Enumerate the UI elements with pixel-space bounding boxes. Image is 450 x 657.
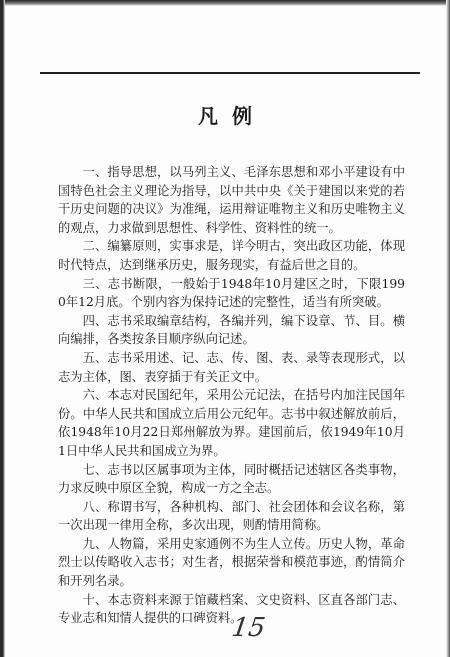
paragraph-8: 八、称谓书写，各种机构、部门、社会团体和会议名称，第一次出现一律用全称，多次出现，则酌情用简称。 bbox=[58, 499, 405, 533]
paragraph-2: 二、编纂原则，实事求是，详今明古，突出政区功能，体现时代特点，达到继承历史，服务现实，有益后世之目的。 bbox=[58, 239, 405, 272]
paragraph-4: 四、志书采取编章结构，各编并列，编下设章、节、目。横向编排，各类按条目顺序纵向记述。 bbox=[58, 313, 405, 347]
paragraph-6: 六、本志对民国纪年，采用公元记法，在括号内加注民国年份。中华人民共和国成立后用公元纪年。志书中叙述解放前后，依1948年10月22日郑州解放为界。建国前后，依1949年10月1日中华人民共和国成立为界。 bbox=[58, 388, 405, 458]
page-title: 凡例 bbox=[198, 104, 266, 128]
scan-shadow-right bbox=[446, 0, 450, 657]
document-body bbox=[58, 163, 405, 628]
paragraph-5: 五、志书采用述、记、志、传、图、表、录等表现形式，以志为主体，图、表穿插于有关正文中。 bbox=[58, 350, 405, 384]
scan-shadow-top bbox=[0, 0, 450, 6]
scan-shadow-left bbox=[0, 0, 5, 657]
paragraph-1: 一、指导思想，以马列主义、毛泽东思想和邓小平建设有中国特色社会主义理论为指导，以中共中央《关于建国以来党的若干历史问题的决议》为准绳，运用辩证唯物主义和历史唯物主义的观点，力求做到思想性、科学性、资料性的统一。 bbox=[58, 165, 405, 235]
paragraph-9: 九、人物篇，采用史家通例不为生人立传。历史人物，革命烈士以传略收入志书；对生者，根据荣誉和模范事迹，酌情简介和开列名录。 bbox=[58, 536, 405, 589]
paragraph-7: 七、志书以区属事项为主体，同时概括记述辖区各类事物，力求反映中原区全貌，构成一方之全志。 bbox=[58, 462, 405, 496]
handwritten-page-number: 15 bbox=[229, 613, 268, 643]
paragraph-3: 三、志书断限，一般始于1948年10月建区之时，下限1990年12月底。个别内容为保持记述的完整性，适当有所突破。 bbox=[58, 276, 405, 310]
header-rule bbox=[40, 72, 420, 74]
paragraph-10: 十、本志资料来源于馆藏档案、文史资料、区直各部门志、专业志和知情人提供的口碑资料。 bbox=[58, 592, 405, 626]
